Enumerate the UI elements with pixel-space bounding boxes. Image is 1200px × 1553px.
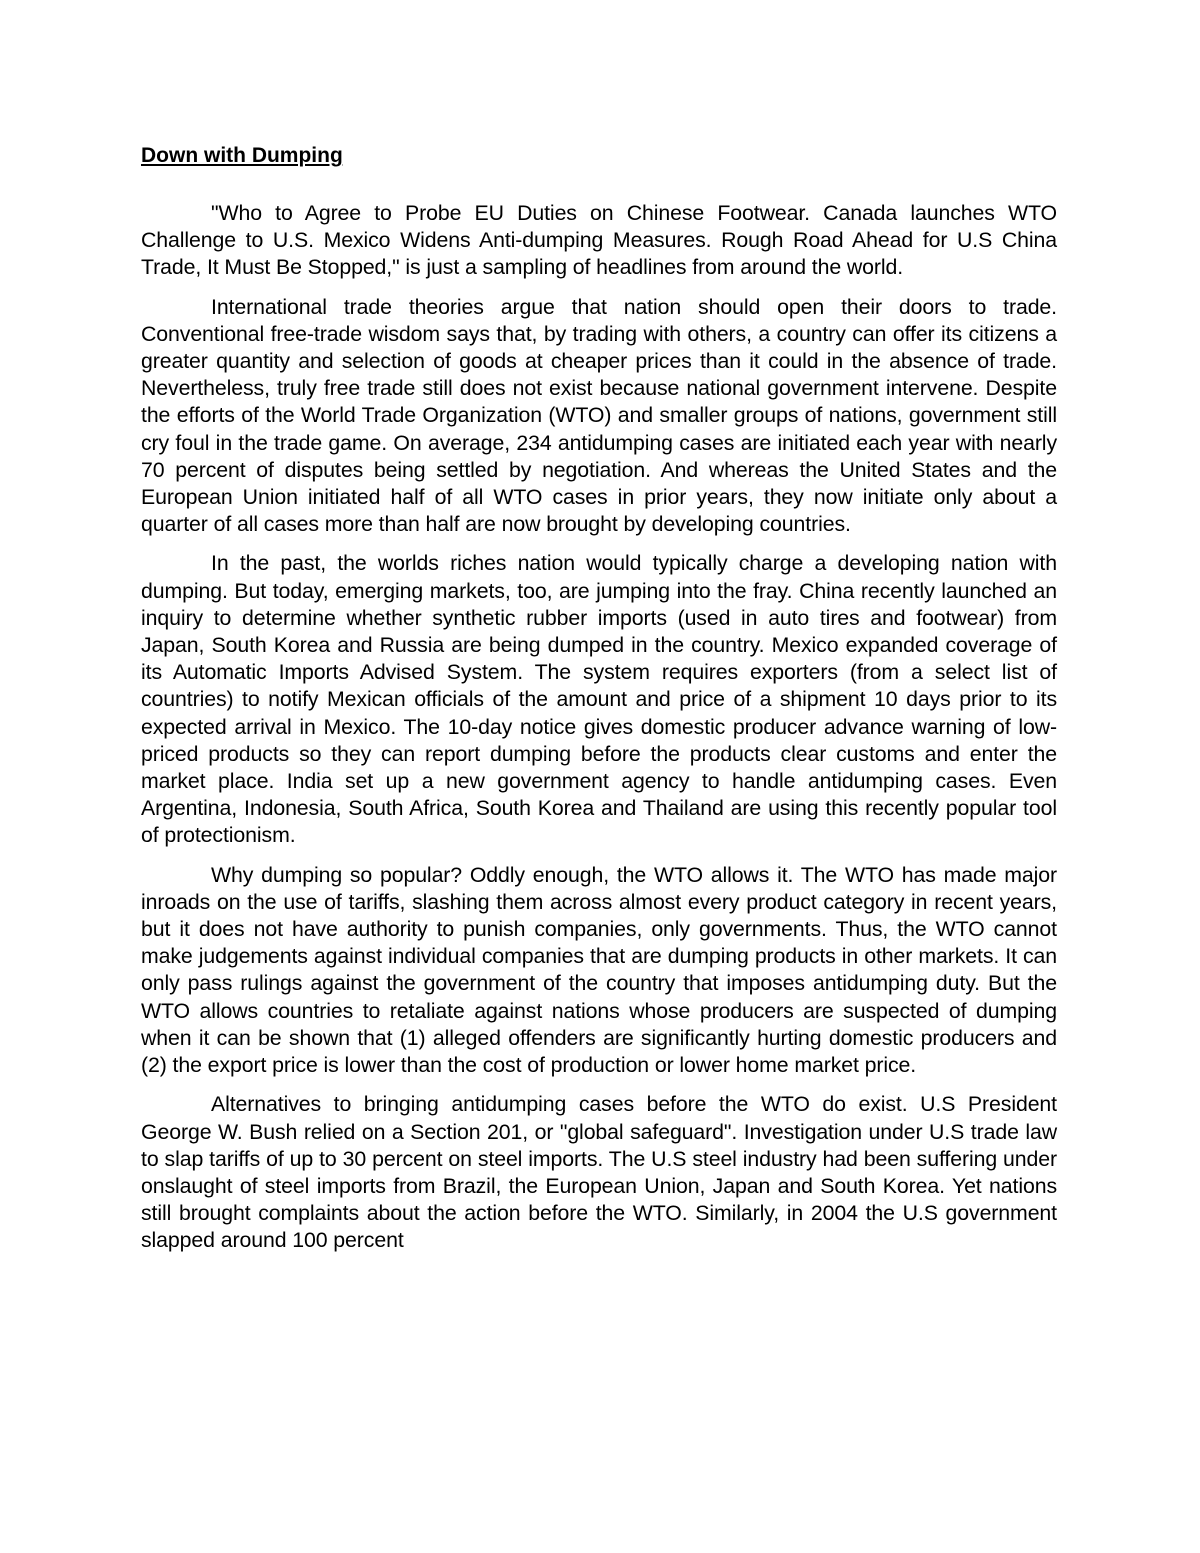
paragraph-trade-theories: International trade theories argue that nation should open their doors to trade. Conventional free-trade wisdom says that, by trading with others, a country can offer its citizens a greater quantity and selection of goods at cheaper prices than it could in the absence of trade. Nevertheless, truly free trade still does not exist because national government intervene. Despite the efforts of the World Trade Organization (WTO) and smaller groups of nations, government still cry foul in the trade game. On average, 234 antidumping cases are initiated each year with nearly 70 percent of disputes being settled by negotiation. And whereas the United States and the European Union initiated half of all WTO cases in prior years, they now initiate only about a quarter of all cases more than half are now brought by developing countries. bbox=[141, 294, 1057, 537]
paragraph-why-dumping: Why dumping so popular? Oddly enough, the WTO allows it. The WTO has made major inroads on the use of tariffs, slashing them across almost every product category in recent years, but it does not have authority to punish companies, only governments. Thus, the WTO cannot make judgements against individual companies that are dumping products in other markets. It can only pass rulings against the government of the country that imposes antidumping duty. But the WTO allows countries to retaliate against nations whose producers are suspected of dumping when it can be shown that (1) alleged offenders are significantly hurting domestic producers and (2) the export price is lower than the cost of production or lower home market price. bbox=[141, 862, 1057, 1078]
paragraph-emerging-markets: In the past, the worlds riches nation would typically charge a developing nation with dumping. But today, emerging markets, too, are jumping into the fray. China recently launched an inquiry to determine whether synthetic rubber imports (used in auto tires and footwear) from Japan, South Korea and Russia are being dumped in the country. Mexico expanded coverage of its Automatic Imports Advised System. The system requires exporters (from a select list of countries) to notify Mexican officials of the amount and price of a shipment 10 days prior to its expected arrival in Mexico. The 10-day notice gives domestic producer advance warning of low-priced products so they can report dumping before the products clear customs and enter the market place. India set up a new government agency to handle antidumping cases. Even Argentina, Indonesia, South Africa, South Korea and Thailand are using this recently popular tool of protectionism. bbox=[141, 551, 1057, 848]
paragraph-headlines: "Who to Agree to Probe EU Duties on Chinese Footwear. Canada launches WTO Challenge to U.S. Mexico Widens Anti-dumping Measures. Rough Road Ahead for U.S China Trade, It Must Be Stopped," is just a sampling of headlines from around the world. bbox=[141, 201, 1057, 280]
document-page bbox=[141, 142, 1057, 1267]
document-title: Down with Dumping bbox=[141, 144, 343, 167]
paragraph-alternatives: Alternatives to bringing antidumping cases before the WTO do exist. U.S President George W. Bush relied on a Section 201, or "global safeguard". Investigation under U.S trade law to slap tariffs of up to 30 percent on steel imports. The U.S steel industry had been suffering under onslaught of steel imports from Brazil, the European Union, Japan and South Korea. Yet nations still brought complaints about the action before the WTO. Similarly, in 2004 the U.S government slapped around 100 percent bbox=[141, 1092, 1057, 1253]
